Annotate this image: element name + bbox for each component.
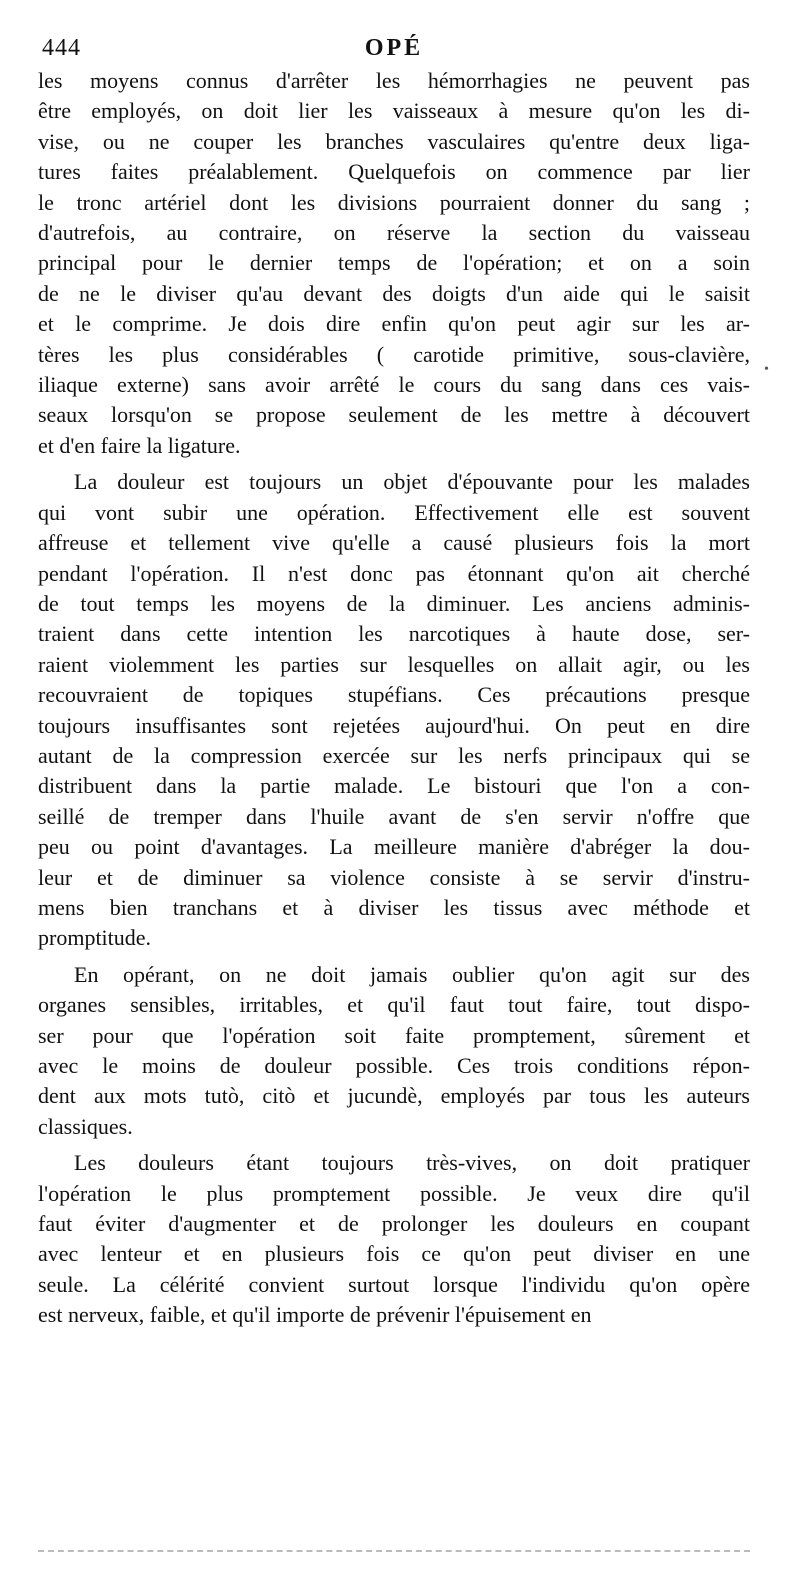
text-line: avec le moins de douleur possible. Ces trois conditions répon-	[38, 1053, 750, 1078]
book-page	[38, 30, 750, 1331]
paragraph	[38, 960, 750, 1142]
bottom-rule	[38, 1550, 750, 1552]
paragraph	[38, 467, 750, 954]
text-line: recouvraient de topiques stupéfians. Ces précautions presque	[38, 682, 750, 708]
text-line: de ne le diviser qu'au devant des doigts d'un aide qui le saisit	[38, 280, 750, 306]
text-line: traient dans cette intention les narcotiques à haute dose, ser-	[38, 621, 750, 647]
text-line: peu ou point d'avantages. La meilleure manière d'abréger la dou-	[38, 834, 750, 860]
text-line: les moyens connus d'arrêter les hémorrhagies ne peuvent pas	[38, 68, 750, 93]
text-line: et d'en faire la ligature.	[38, 432, 241, 458]
text-line: de tout temps les moyens de la diminuer. Les anciens adminis-	[38, 590, 750, 616]
text-line: vise, ou ne couper les branches vasculaires qu'entre deux liga-	[38, 128, 750, 154]
text-line: mens bien tranchans et à diviser les tissus avec méthode et	[38, 894, 750, 920]
text-line: tères les plus considérables ( carotide primitive, sous-clavière,	[38, 341, 750, 367]
text-line: organes sensibles, irritables, et qu'il faut tout faire, tout dispo-	[38, 992, 750, 1018]
text-line: principal pour le dernier temps de l'opération; et on a soin	[38, 250, 750, 276]
text-line: classiques.	[38, 1113, 133, 1139]
text-line: iliaque externe) sans avoir arrêté le cours du sang dans ces vais-	[38, 372, 750, 398]
text-line: et le comprime. Je dois dire enfin qu'on peut agir sur les ar-	[38, 311, 750, 337]
paragraph	[38, 1148, 750, 1330]
text-line: l'opération le plus promptement possible. Je veux dire qu'il	[38, 1180, 750, 1206]
text-line: d'autrefois, au contraire, on réserve la section du vaisseau	[38, 220, 750, 246]
text-line: le tronc artériel dont les divisions pourraient donner du sang ;	[38, 189, 750, 215]
text-line: La douleur est toujours un objet d'épouvante pour les malades	[74, 469, 750, 495]
text-line: leur et de diminuer sa violence consiste à se servir d'instru-	[38, 864, 750, 890]
text-line: En opérant, on ne doit jamais oublier qu'on agit sur des	[74, 961, 750, 987]
text-line: faut éviter d'augmenter et de prolonger les douleurs en coupant	[38, 1211, 750, 1237]
text-line: être employés, on doit lier les vaisseaux à mesure qu'on les di-	[38, 98, 750, 124]
text-line: promptitude.	[38, 925, 152, 951]
page-number: 444	[42, 35, 81, 61]
text-line: ser pour que l'opération soit faite promptement, sûrement et	[38, 1022, 750, 1048]
text-line: est nerveux, faible, et qu'il importe de prévenir l'épuisement en	[38, 1302, 592, 1328]
text-line: affreuse et tellement vive qu'elle a causé plusieurs fois la mort	[38, 530, 750, 556]
paragraph	[38, 66, 750, 461]
text-line: qui vont subir une opération. Effectivement elle est souvent	[38, 499, 750, 525]
body-text	[38, 66, 750, 1331]
text-line: dent aux mots tutò, citò et jucundè, employés par tous les auteurs	[38, 1083, 750, 1109]
text-line: distribuent dans la partie malade. Le bistouri que l'on a con-	[38, 773, 750, 799]
text-line: seillé de tremper dans l'huile avant de s'en servir n'offre que	[38, 803, 750, 829]
running-title: OPÉ	[364, 35, 424, 61]
text-line: seaux lorsqu'on se propose seulement de les mettre à découvert	[38, 402, 750, 428]
text-line: pendant l'opération. Il n'est donc pas étonnant qu'on ait cherché	[38, 560, 750, 586]
text-line: tures faites préalablement. Quelquefois on commence par lier	[38, 159, 750, 185]
text-line: autant de la compression exercée sur les nerfs principaux qui se	[38, 742, 750, 768]
text-line: toujours insuffisantes sont rejetées aujourd'hui. On peut en dire	[38, 712, 750, 738]
stray-mark: •	[764, 362, 769, 377]
text-line: avec lenteur et en plusieurs fois ce qu'on peut diviser en une	[38, 1241, 750, 1267]
text-line: seule. La célérité convient surtout lorsque l'individu qu'on opère	[38, 1271, 750, 1297]
text-line: raient violemment les parties sur lesquelles on allait agir, ou les	[38, 651, 750, 677]
running-head	[38, 30, 750, 66]
text-line: Les douleurs étant toujours très-vives, on doit pratiquer	[74, 1150, 750, 1176]
